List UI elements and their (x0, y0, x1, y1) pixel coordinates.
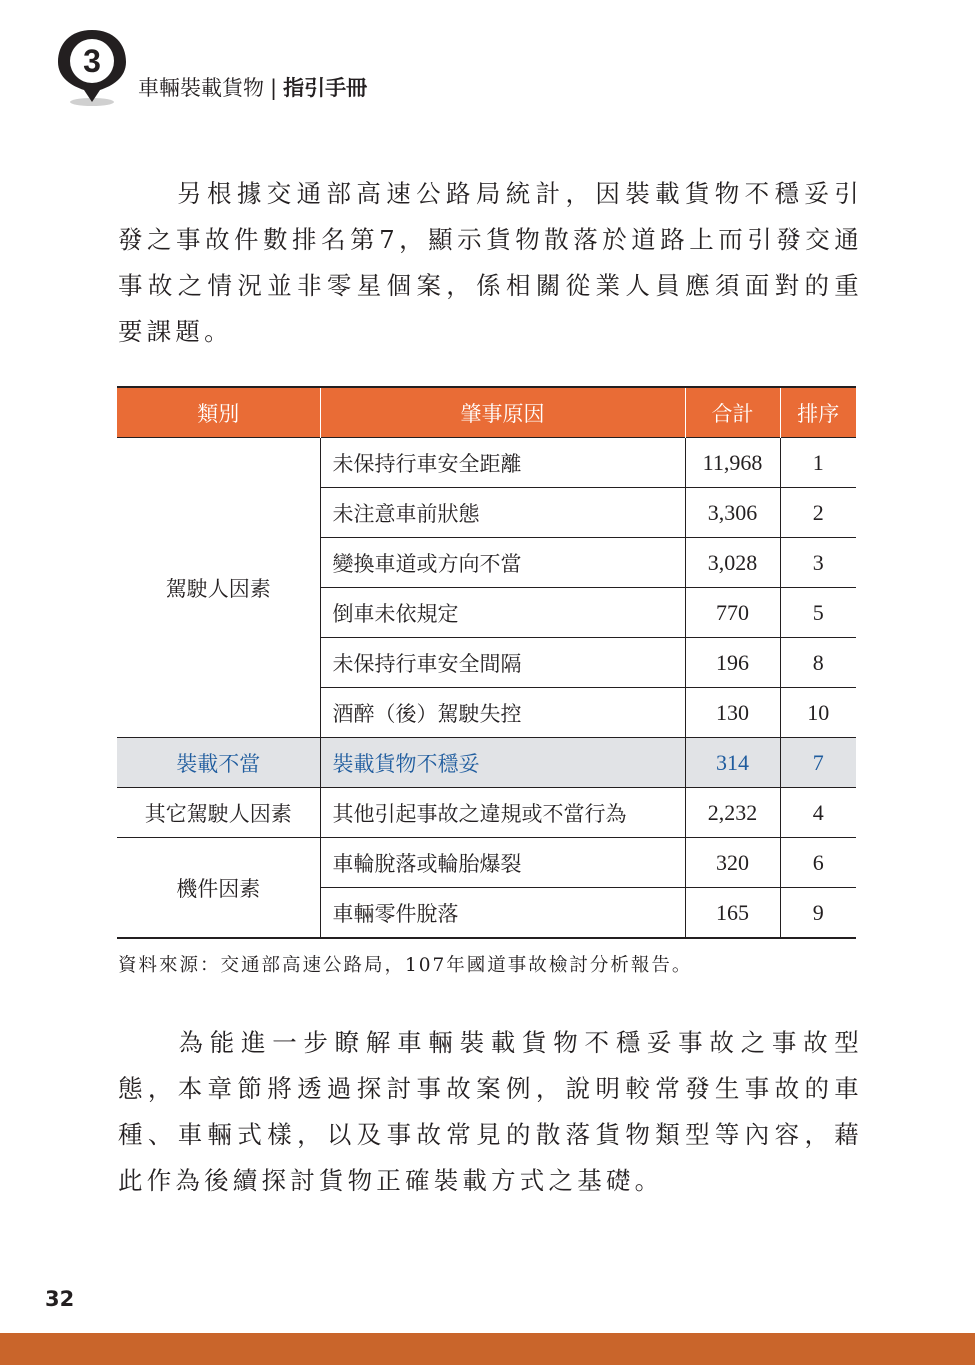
cause-cell: 酒醉（後）駕駛失控 (320, 688, 685, 738)
cause-cell: 倒車未依規定 (320, 588, 685, 638)
total-cell: 314 (685, 738, 780, 788)
footer-bar (0, 1333, 975, 1365)
intro-paragraph (118, 171, 863, 355)
table-source-note: 資料來源：交通部高速公路局，107年國道事故檢討分析報告。 (118, 955, 693, 976)
cause-cell: 其他引起事故之違規或不當行為 (320, 788, 685, 838)
total-cell: 165 (685, 888, 780, 939)
table-row (117, 788, 856, 838)
cause-cell: 車輛零件脫落 (320, 888, 685, 939)
category-other-driver: 其它駕駛人因素 (117, 788, 320, 838)
chapter-intro-paragraph-text: 為能進一步瞭解車輛裝載貨物不穩妥事故之事故型態，本章節將透過探討事故案例，說明較常發生事故的車種、車輛式樣，以及事故常見的散落貨物類型等內容，藉此作為後續探討貨物正確裝載方式之基礎。 (118, 1028, 863, 1195)
cause-cell: 未注意車前狀態 (320, 488, 685, 538)
total-cell: 770 (685, 588, 780, 638)
rank-cell: 6 (780, 838, 856, 888)
chapter-number: 3 (83, 43, 101, 79)
cause-cell: 未保持行車安全間隔 (320, 638, 685, 688)
total-cell: 3,028 (685, 538, 780, 588)
category-driver: 駕駛人因素 (117, 438, 320, 738)
rank-cell: 5 (780, 588, 856, 638)
header-title (138, 72, 367, 102)
total-cell: 196 (685, 638, 780, 688)
accident-cause-table (117, 386, 856, 939)
category-mechanical: 機件因素 (117, 838, 320, 939)
title-separator: | (270, 76, 278, 100)
total-cell: 3,306 (685, 488, 780, 538)
rank-cell: 4 (780, 788, 856, 838)
rank-cell: 9 (780, 888, 856, 939)
cause-cell: 裝載貨物不穩妥 (320, 738, 685, 788)
table-header-row (117, 387, 856, 438)
page-header (50, 26, 650, 110)
table-row-highlighted (117, 738, 856, 788)
rank-cell: 10 (780, 688, 856, 738)
chapter-intro-paragraph (118, 1020, 863, 1204)
cause-cell: 未保持行車安全距離 (320, 438, 685, 488)
rank-cell: 7 (780, 738, 856, 788)
table-row (117, 438, 856, 488)
intro-paragraph-text: 另根據交通部高速公路局統計，因裝載貨物不穩妥引發之事故件數排名第7，顯示貨物散落於道路上而引發交通事故之情況並非零星個案，係相關從業人員應須面對的重要課題。 (118, 179, 863, 346)
cause-cell: 車輪脫落或輪胎爆裂 (320, 838, 685, 888)
header-total: 合計 (685, 387, 780, 438)
rank-cell: 2 (780, 488, 856, 538)
book-title: 車輛裝載貨物 (138, 76, 264, 100)
cause-cell: 變換車道或方向不當 (320, 538, 685, 588)
rank-cell: 8 (780, 638, 856, 688)
book-subtitle: 指引手冊 (283, 76, 368, 100)
total-cell: 320 (685, 838, 780, 888)
total-cell: 130 (685, 688, 780, 738)
page-number: 32 (45, 1287, 75, 1311)
total-cell: 2,232 (685, 788, 780, 838)
rank-cell: 3 (780, 538, 856, 588)
table-row (117, 838, 856, 888)
header-cause: 肇事原因 (320, 387, 685, 438)
category-loading: 裝載不當 (117, 738, 320, 788)
rank-cell: 1 (780, 438, 856, 488)
total-cell: 11,968 (685, 438, 780, 488)
header-category: 類別 (117, 387, 320, 438)
header-rank: 排序 (780, 387, 856, 438)
chapter-pin-badge (50, 26, 134, 110)
